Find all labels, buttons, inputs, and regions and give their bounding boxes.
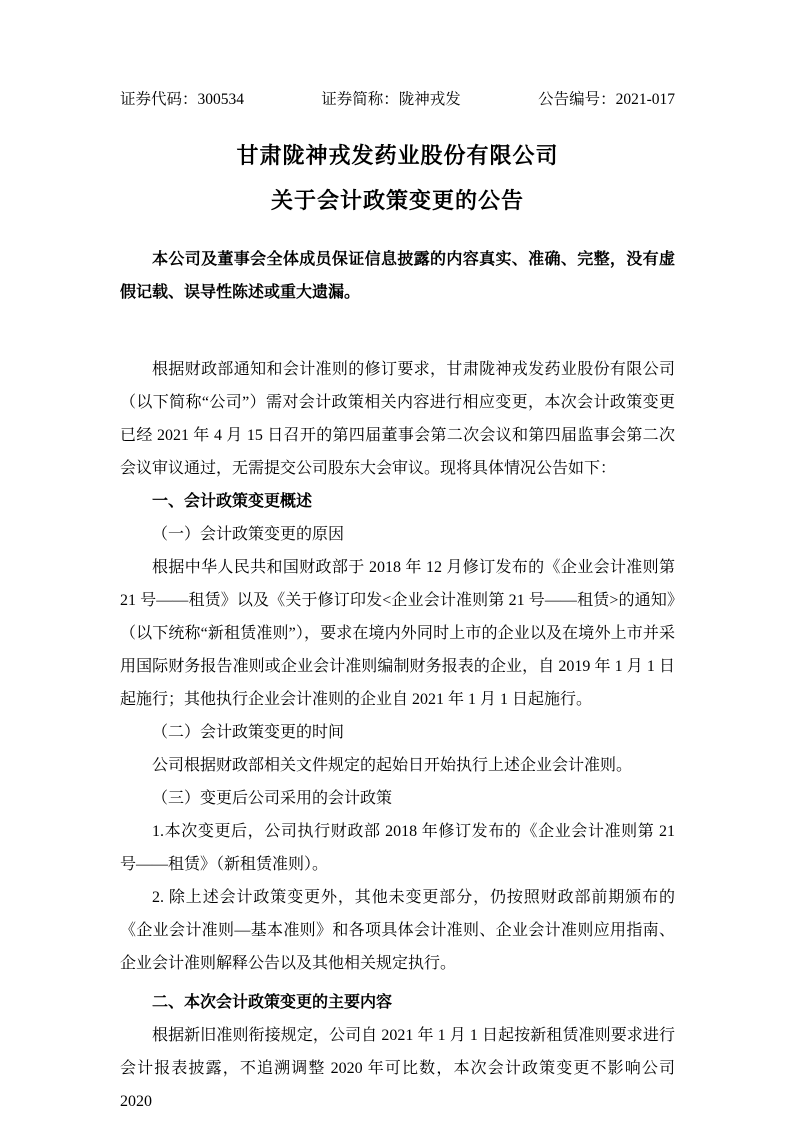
intro-paragraph: 根据财政部通知和会计准则的修订要求，甘肃陇神戎发药业股份有限公司（以下简称“公司”）需对会计政策相关内容进行相应变更，本次会计政策变更已经 2021 年 4 月 15 日召开的第四届董事会第二次会议和第四届监事会第二次会议审议通过，无需提交公司股东大会审议。现将具体情况公告如下： <box>120 361 675 477</box>
paragraph-policy-item-1: 1.本次变更后，公司执行财政部 2018 年修订发布的《企业会计准则第 21 号——租赁》（新租赁准则）。 <box>120 823 675 873</box>
paragraph-main-content: 根据新旧准则衔接规定，公司自 2021 年 1 月 1 日起按新租赁准则要求进行会计报表披露，不追溯调整 2020 年可比数，本次会计政策变更不影响公司 2020 <box>120 1027 675 1110</box>
announcement-title: 关于会计政策变更的公告 <box>270 188 524 213</box>
announcement-number: 公告编号：2021-017 <box>538 91 675 108</box>
disclosure-statement: 本公司及董事会全体成员保证信息披露的内容真实、准确、完整，没有虚假记载、误导性陈述或重大遗漏。 <box>120 251 675 301</box>
document-header <box>120 90 675 110</box>
section-heading-2: 二、本次会计政策变更的主要内容 <box>152 994 393 1011</box>
section-heading-1: 一、会计政策变更概述 <box>152 493 313 510</box>
company-title: 甘肃陇神戎发药业股份有限公司 <box>236 143 559 168</box>
paragraph-policy-item-2: 2. 除上述会计政策变更外，其他未变更部分，仍按照财政部前期颁布的《企业会计准则—基本准则》和各项具体会计准则、企业会计准则应用指南、企业会计准则解释公告以及其他相关规定执行。 <box>120 889 675 972</box>
subsection-heading-1-2: （二）会计政策变更的时间 <box>152 724 345 741</box>
subsection-heading-1-3: （三）变更后公司采用的会计政策 <box>152 790 393 807</box>
paragraph-timing: 公司根据财政部相关文件规定的起始日开始执行上述企业会计准则。 <box>152 757 633 774</box>
paragraph-reason: 根据中华人民共和国财政部于 2018 年 12 月修订发布的《企业会计准则第 21 号——租赁》以及《关于修订印发<企业会计准则第 21 号——租赁>的通知》（以下统称“新租赁准则”），要求在境内外同时上市的企业以及在境外上市并采用国际财务报告准则或企业会计准则编制财务报表的企业，自 2019 年 1 月 1 日起施行；其他执行企业会计准则的企业自 2021 年 1 月 1 日起施行。 <box>120 559 675 708</box>
subsection-heading-1-1: （一）会计政策变更的原因 <box>152 526 345 543</box>
stock-abbreviation: 证券简称：陇神戎发 <box>321 91 461 108</box>
stock-code: 证券代码：300534 <box>120 91 245 108</box>
